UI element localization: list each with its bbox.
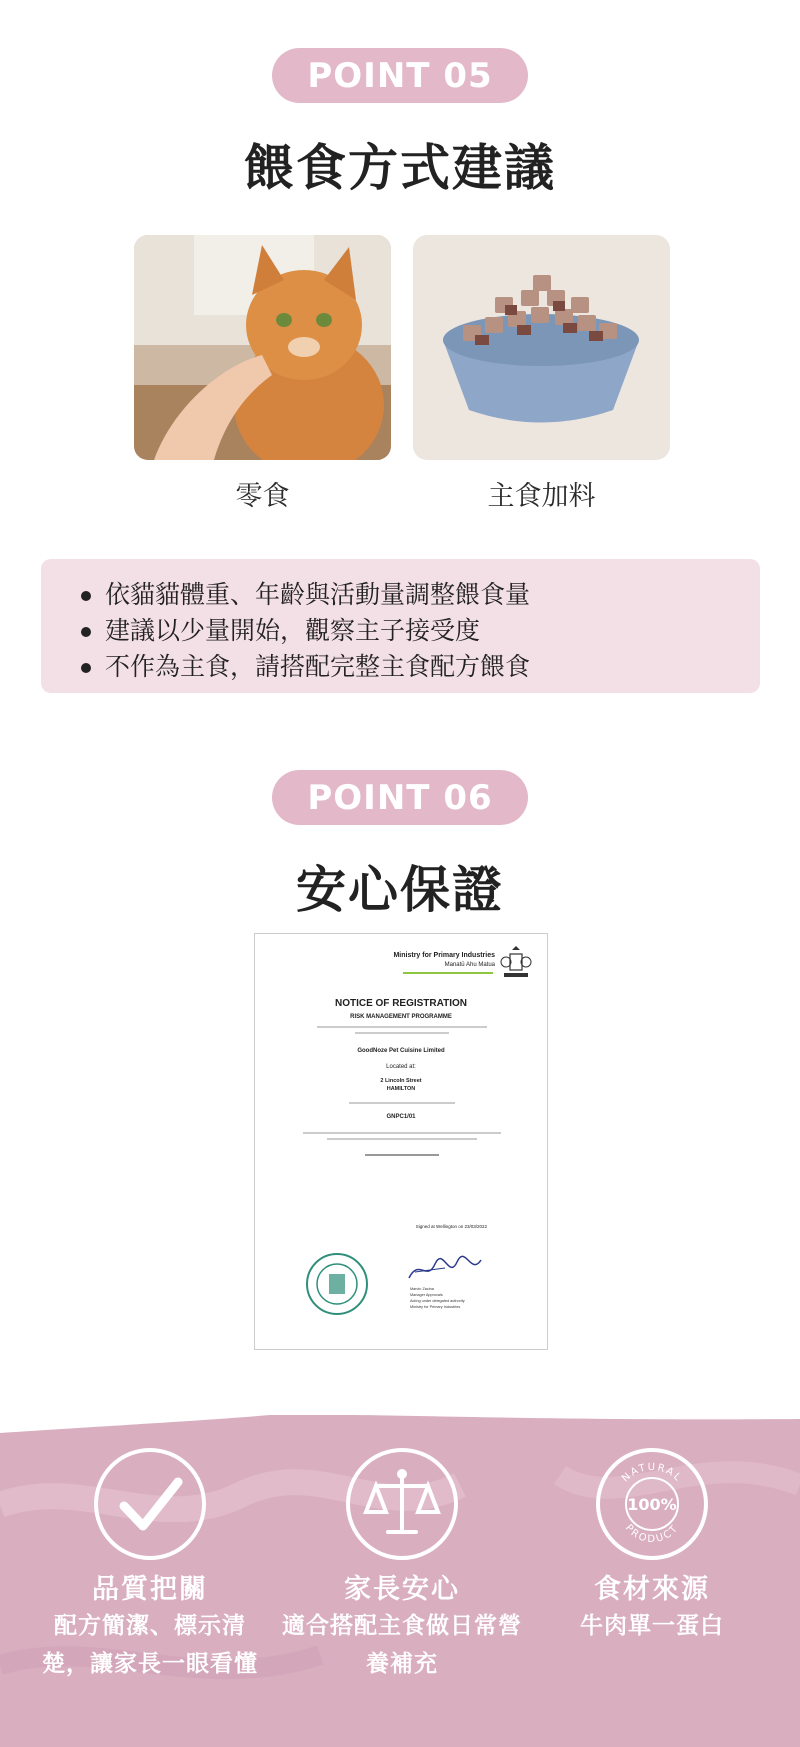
natural-product-badge-icon [596,1448,708,1560]
svg-text:100%: 100% [627,1495,677,1514]
balance-scale-icon [346,1448,458,1560]
registration-certificate [254,933,548,1350]
certificate-subtitle: RISK MANAGEMENT PROGRAMME [350,1014,452,1020]
point-05-badge: POINT 05 [272,48,528,103]
certificate-title: NOTICE OF REGISTRATION [334,998,468,1009]
signatory-line: Marcin Zacina [410,1287,434,1291]
signatory-line: Acting under delegated authority [410,1299,465,1303]
photo-label-topper: 主食加料 [487,481,596,512]
street-address: 2 Lincoln Street [380,1078,422,1084]
feature-desc-line: 配方簡潔、標示清 [54,1613,246,1639]
feature-description [522,1607,782,1645]
signatory-block [410,1286,465,1310]
feature-desc-line: 適合搭配主食做日常營 [282,1613,522,1639]
food-bowl-photo [413,235,670,460]
located-label: Located at: [386,1064,416,1070]
ministry-maori-name: Manatū Ahu Matua [444,962,495,968]
text-line [327,1138,477,1140]
tip-item: 不作為主食，請搭配完整主食配方餵食 [81,649,760,685]
feature-desc-line: 養補充 [366,1651,438,1677]
feature-band [0,1415,800,1747]
photo-label-snack: 零食 [235,481,290,512]
point-06-badge: POINT 06 [272,770,528,825]
checkmark-icon [94,1448,206,1560]
feature-title: 品質把關 [92,1574,208,1605]
text-line [365,1154,439,1156]
feature-desc-line: 楚，讓家長一眼看懂 [42,1651,258,1677]
tip-item: 建議以少量開始，觀察主子接受度 [81,613,760,649]
guarantee-heading: 安心保證 [296,861,504,919]
text-line [317,1026,487,1028]
signed-location-date: Signed at Wellington on 23/03/2022 [415,1224,487,1229]
signature-icon [405,1252,485,1286]
text-line [349,1102,455,1104]
feature-desc-line: 牛肉單一蛋白 [580,1613,724,1639]
ministry-seal-icon [305,1252,369,1316]
svg-text:NATURAL: NATURAL [620,1461,685,1485]
programme-id: GNPC1/01 [386,1114,416,1120]
company-name: GoodNoze Pet Cuisine Limited [357,1048,445,1054]
ministry-green-rule [403,972,493,974]
signatory-line: Manager Approvals [410,1293,443,1297]
feeding-tips-list [81,577,760,685]
tip-item: 依貓貓體重、年齡與活動量調整餵食量 [81,577,760,613]
text-line [303,1132,501,1134]
feature-title: 食材來源 [594,1574,710,1605]
city-address: HAMILTON [386,1086,416,1092]
coat-of-arms-icon [500,946,532,980]
feature-description [20,1607,280,1683]
signatory-line: Ministry for Primary Industries [410,1305,461,1309]
ministry-name: Ministry for Primary Industries [393,952,495,959]
feeding-tips-box [41,559,760,693]
cat-treat-photo [134,235,391,460]
feature-title: 家長安心 [344,1574,460,1605]
svg-text:PRODUCT: PRODUCT [622,1522,682,1546]
feeding-heading: 餵食方式建議 [244,139,556,197]
text-line [355,1032,449,1034]
feature-description [272,1607,532,1683]
